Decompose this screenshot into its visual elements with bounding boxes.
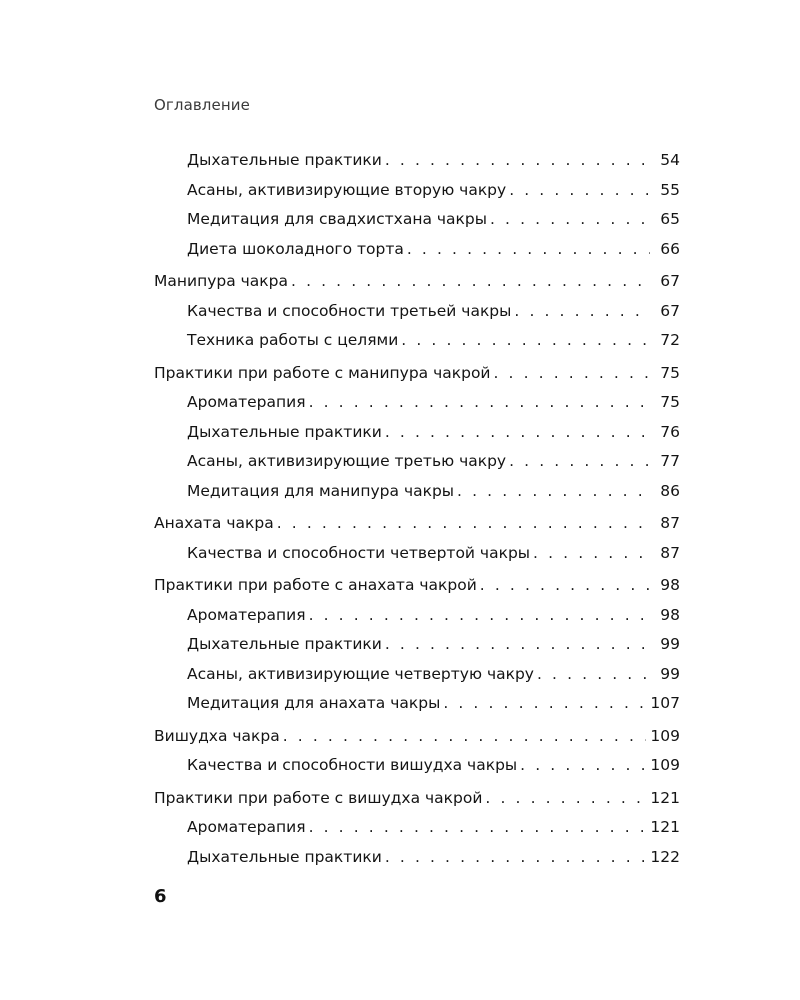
dot-leader bbox=[309, 601, 650, 631]
toc-entry-title: Медитация для манипура чакры bbox=[187, 481, 455, 500]
toc-entry-title: Ароматерапия bbox=[187, 605, 306, 624]
toc-chapter-entry bbox=[154, 784, 680, 814]
dot-leader bbox=[443, 689, 646, 719]
toc-entry-page: 98 bbox=[660, 605, 680, 624]
toc-chapter-entry bbox=[154, 722, 680, 752]
dot-leader bbox=[485, 784, 646, 814]
toc-entry-title: Качества и способности четвертой чакры bbox=[187, 543, 531, 562]
dot-leader bbox=[385, 843, 647, 873]
toc-entry-page: 109 bbox=[650, 756, 680, 774]
toc-entry-page: 99 bbox=[660, 635, 680, 653]
dot-leader bbox=[490, 205, 650, 235]
dot-leader bbox=[385, 418, 650, 448]
toc-entry-page: 54 bbox=[660, 151, 680, 169]
toc-entry bbox=[154, 630, 680, 660]
toc-entry bbox=[154, 388, 680, 418]
toc-entry-title: Ароматерапия bbox=[187, 393, 306, 411]
dot-leader bbox=[385, 146, 650, 176]
toc-entry-title: Асаны, активизирующие вторую чакру bbox=[187, 180, 507, 199]
dot-leader bbox=[480, 571, 650, 601]
toc-entry-page: 66 bbox=[660, 239, 680, 258]
toc-entry bbox=[154, 418, 680, 448]
toc-entry-title: Медитация для анахата чакры bbox=[187, 694, 441, 712]
toc-entry-title: Практики при работе с манипура чакрой bbox=[154, 363, 491, 382]
toc-entry bbox=[154, 146, 680, 176]
toc-entry bbox=[154, 176, 680, 206]
toc-entry bbox=[154, 477, 680, 507]
dot-leader bbox=[520, 751, 646, 781]
toc-entry-title: Анахата чакра bbox=[154, 514, 274, 532]
dot-leader bbox=[283, 722, 647, 752]
toc-entry-page: 98 bbox=[660, 576, 680, 594]
toc-entry-page: 67 bbox=[660, 272, 680, 290]
toc-entry-title: Асаны, активизирующие четвертую чакру bbox=[187, 664, 534, 683]
toc-entry-page: 75 bbox=[660, 393, 680, 411]
toc-entry-page: 107 bbox=[650, 694, 680, 712]
toc-entry-title: Диета шоколадного торта bbox=[187, 239, 404, 258]
toc-entry bbox=[154, 601, 680, 631]
toc-chapter-entry bbox=[154, 571, 680, 601]
page-number: 6 bbox=[154, 886, 167, 907]
dot-leader bbox=[509, 447, 650, 477]
dot-leader bbox=[514, 297, 650, 327]
dot-leader bbox=[277, 509, 650, 539]
dot-leader bbox=[309, 388, 650, 418]
toc-entry-title: Дыхательные практики bbox=[187, 847, 382, 866]
dot-leader bbox=[494, 359, 651, 389]
dot-leader bbox=[509, 176, 650, 206]
toc-entry-title: Вишудха чакра bbox=[154, 726, 280, 745]
toc-entry-page: 122 bbox=[650, 847, 680, 866]
toc-entry-page: 87 bbox=[660, 514, 680, 532]
toc-entry bbox=[154, 660, 680, 690]
toc-entry bbox=[154, 205, 680, 235]
toc-entry-title: Ароматерапия bbox=[187, 818, 306, 836]
toc-entry-page: 87 bbox=[660, 543, 680, 562]
toc-entry-page: 55 bbox=[660, 180, 680, 199]
toc-entry-page: 72 bbox=[660, 331, 680, 349]
dot-leader bbox=[533, 539, 650, 569]
dot-leader bbox=[407, 235, 650, 265]
table-of-contents bbox=[154, 146, 680, 872]
toc-entry bbox=[154, 235, 680, 265]
toc-entry-title: Манипура чакра bbox=[154, 272, 289, 290]
toc-entry bbox=[154, 843, 680, 873]
toc-entry-title: Дыхательные практики bbox=[187, 422, 382, 441]
dot-leader bbox=[457, 477, 650, 507]
toc-entry-page: 77 bbox=[660, 452, 680, 470]
toc-entry-title: Медитация для свадхистхана чакры bbox=[187, 210, 487, 228]
toc-entry-page: 121 bbox=[650, 788, 680, 807]
toc-chapter-entry bbox=[154, 267, 680, 297]
toc-entry-title: Практики при работе с анахата чакрой bbox=[154, 576, 477, 594]
toc-entry-title: Дыхательные практики bbox=[187, 635, 382, 653]
toc-entry-title: Практики при работе с вишудха чакрой bbox=[154, 788, 483, 807]
toc-chapter-entry bbox=[154, 509, 680, 539]
toc-entry-page: 67 bbox=[660, 301, 680, 320]
toc-entry-title: Техника работы с целями bbox=[187, 331, 399, 349]
toc-entry-title: Качества и способности вишудха чакры bbox=[187, 756, 518, 774]
toc-entry-page: 109 bbox=[650, 726, 680, 745]
toc-entry-page: 99 bbox=[660, 664, 680, 683]
toc-entry-page: 76 bbox=[660, 422, 680, 441]
toc-entry bbox=[154, 326, 680, 356]
toc-entry-title: Дыхательные практики bbox=[187, 151, 382, 169]
toc-chapter-entry bbox=[154, 359, 680, 389]
dot-leader bbox=[537, 660, 650, 690]
toc-entry bbox=[154, 751, 680, 781]
toc-entry bbox=[154, 297, 680, 327]
dot-leader bbox=[309, 813, 647, 843]
dot-leader bbox=[291, 267, 650, 297]
toc-entry-title: Асаны, активизирующие третью чакру bbox=[187, 452, 507, 470]
toc-entry-page: 65 bbox=[660, 210, 680, 228]
toc-entry bbox=[154, 813, 680, 843]
toc-entry-page: 86 bbox=[660, 481, 680, 500]
running-header: Оглавление bbox=[154, 96, 250, 114]
toc-entry bbox=[154, 539, 680, 569]
toc-entry bbox=[154, 689, 680, 719]
dot-leader bbox=[401, 326, 650, 356]
dot-leader bbox=[385, 630, 650, 660]
toc-entry-title: Качества и способности третьей чакры bbox=[187, 301, 512, 320]
toc-entry bbox=[154, 447, 680, 477]
toc-entry-page: 121 bbox=[650, 818, 680, 836]
toc-entry-page: 75 bbox=[660, 363, 680, 382]
